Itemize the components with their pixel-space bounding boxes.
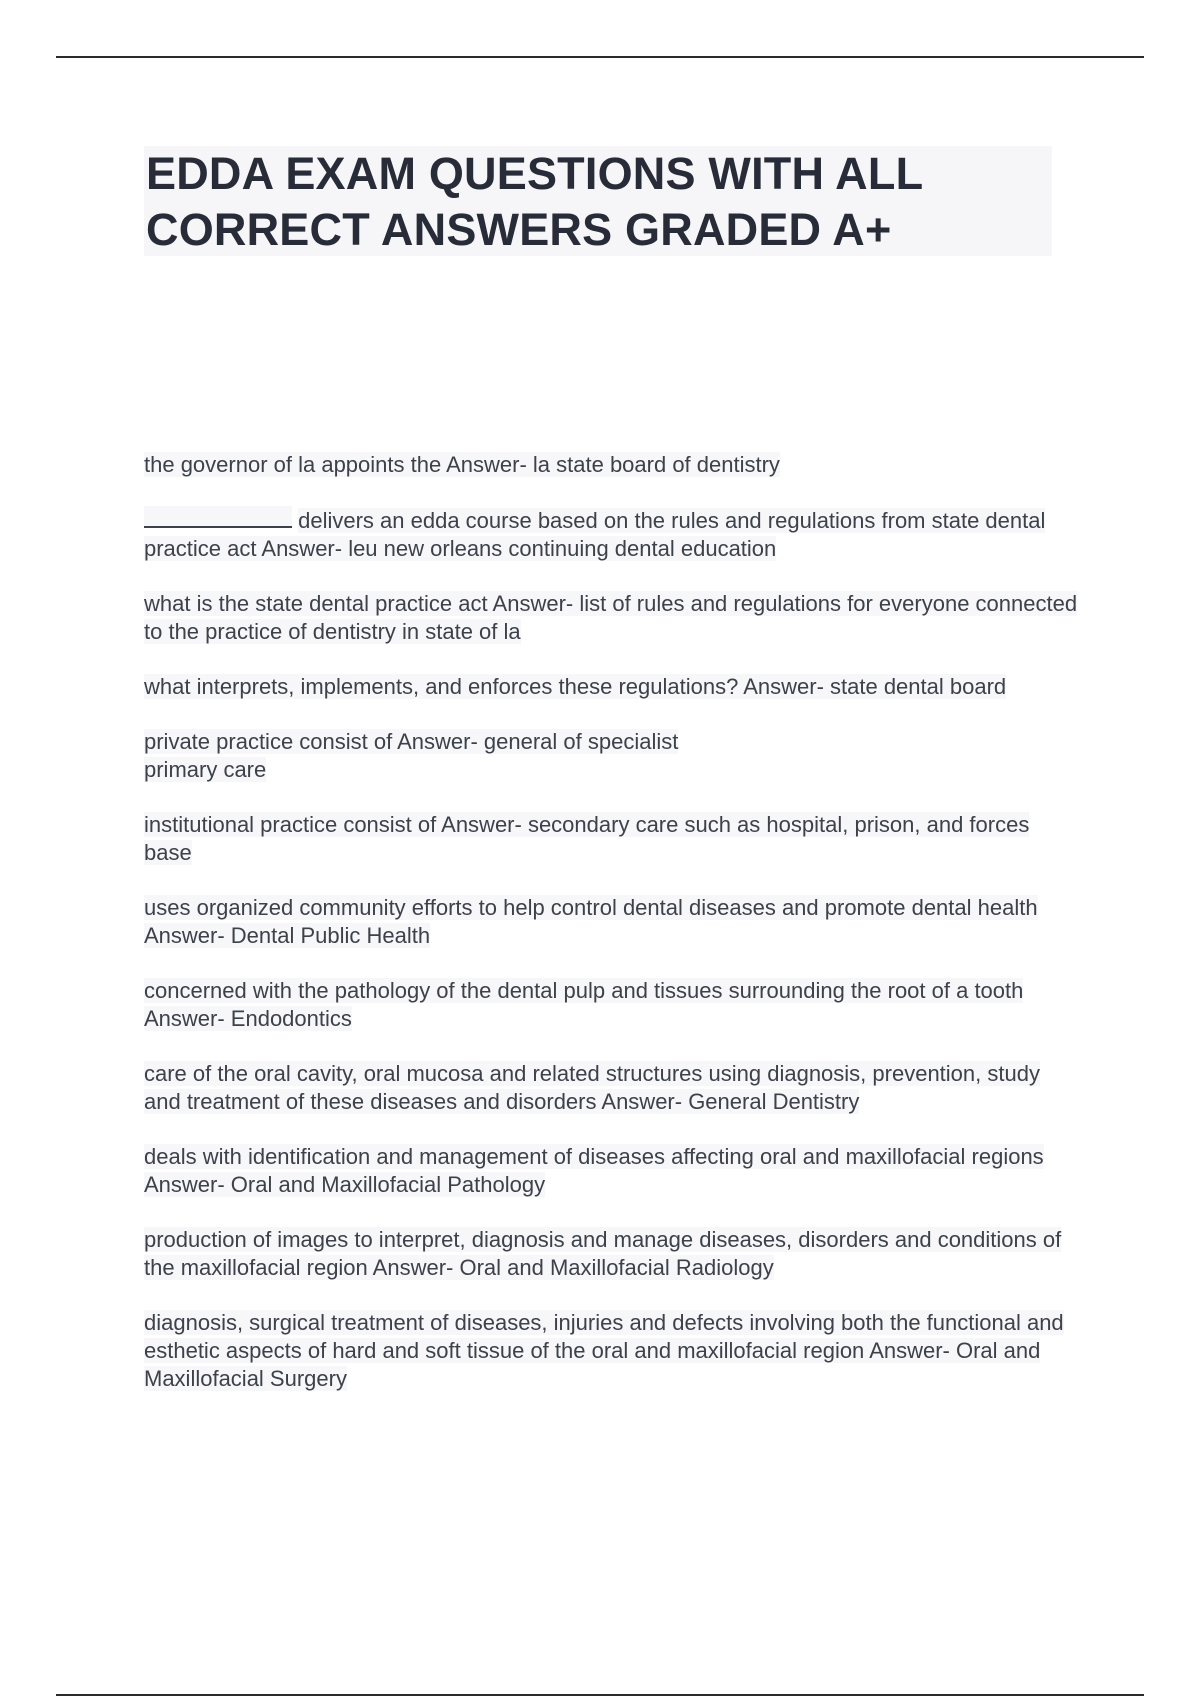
qa-item (144, 506, 1079, 563)
qa-text: uses organized community efforts to help control dental diseases and promote dental health Answer- Dental Public Health (144, 895, 1038, 948)
qa-text: the governor of la appoints the Answer- la state board of dentistry (144, 452, 780, 477)
qa-list (144, 451, 1079, 1420)
qa-text: private practice consist of Answer- general of specialist (144, 729, 679, 754)
qa-item (144, 977, 1079, 1033)
qa-text: what interprets, implements, and enforces these regulations? Answer- state dental board (144, 674, 1007, 699)
title-block (144, 146, 1052, 256)
qa-text: delivers an edda course based on the rules and regulations from state dental practice act Answer- leu new orleans continuing dental education (144, 508, 1046, 561)
qa-item (144, 673, 1079, 701)
bottom-rule (56, 1694, 1144, 1696)
qa-item (144, 590, 1079, 646)
qa-text: what is the state dental practice act Answer- list of rules and regulations for everyone connected to the practice of dentistry in state of la (144, 591, 1078, 644)
qa-text: institutional practice consist of Answer- secondary care such as hospital, prison, and forces base (144, 812, 1030, 865)
qa-text: primary care (144, 757, 267, 782)
qa-item (144, 451, 1079, 479)
qa-item (144, 1060, 1079, 1116)
qa-text: deals with identification and management of diseases affecting oral and maxillofacial regions Answer- Oral and Maxillofacial Pathology (144, 1144, 1044, 1197)
qa-item (144, 1226, 1079, 1282)
qa-item (144, 894, 1079, 950)
page-title (144, 146, 1052, 258)
qa-item (144, 728, 1079, 784)
fill-in-blank (144, 506, 292, 528)
qa-item (144, 811, 1079, 867)
page-title-line-1: EDDA EXAM QUESTIONS WITH ALL (146, 148, 924, 199)
qa-text: concerned with the pathology of the dental pulp and tissues surrounding the root of a tooth Answer- Endodontics (144, 978, 1024, 1031)
top-rule (56, 56, 1144, 58)
qa-text: care of the oral cavity, oral mucosa and related structures using diagnosis, prevention, study and treatment of these diseases and disorders Answer- General Dentistry (144, 1061, 1040, 1114)
page-title-line-2: CORRECT ANSWERS GRADED A+ (146, 204, 892, 255)
qa-text: production of images to interpret, diagnosis and manage diseases, disorders and conditions of the maxillofacial region Answer- Oral and Maxillofacial Radiology (144, 1227, 1062, 1280)
qa-text: diagnosis, surgical treatment of diseases, injuries and defects involving both the functional and esthetic aspects of hard and soft tissue of the oral and maxillofacial region Answer- Oral and Maxillofacial Surgery (144, 1310, 1064, 1391)
qa-item (144, 1309, 1079, 1393)
qa-item (144, 1143, 1079, 1199)
